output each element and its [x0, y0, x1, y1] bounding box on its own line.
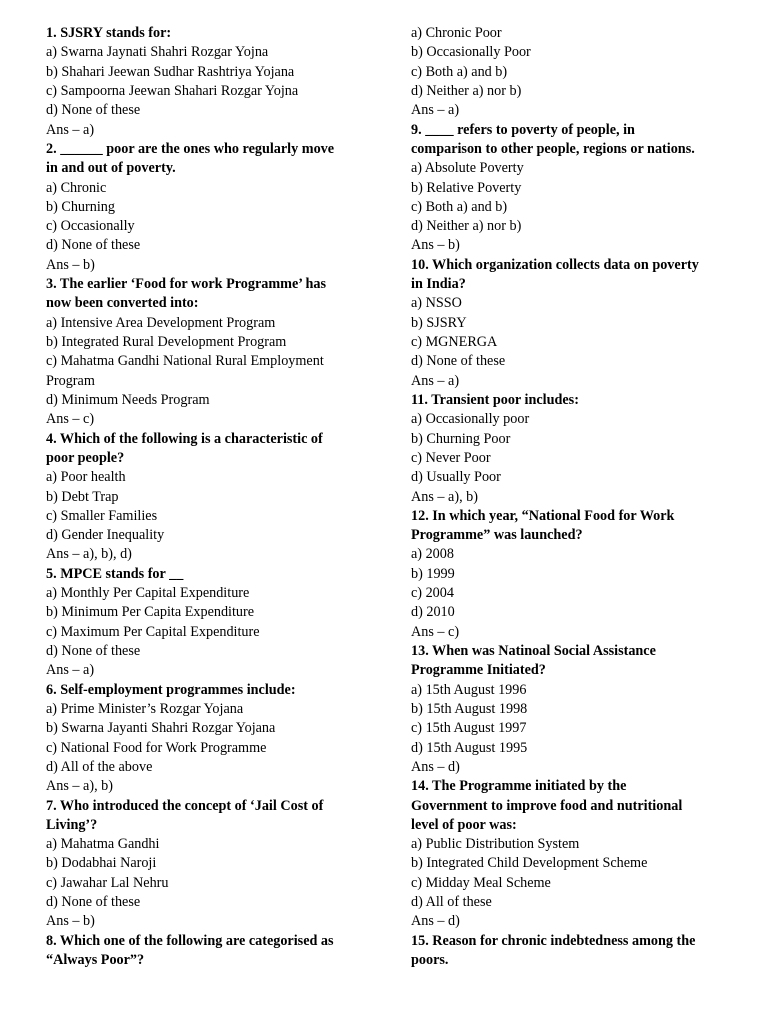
answer-option: b) Dodabhai Naroji [46, 855, 157, 872]
answer-key: Ans – a) [411, 102, 460, 119]
answer-key: Ans – d) [411, 758, 460, 775]
answer-option: c) Occasionally [46, 218, 135, 235]
answer-key: Ans – b) [46, 256, 95, 273]
answer-option: a) 15th August 1996 [411, 681, 527, 698]
answer-option: a) NSSO [411, 295, 462, 312]
answer-key: Ans – d) [411, 913, 460, 930]
answer-option: d) None of these [411, 353, 506, 370]
question-text: 13. When was Natinoal Social Assistance [411, 643, 656, 659]
answer-option: c) Midday Meal Scheme [411, 874, 551, 891]
question-text: now been converted into: [46, 295, 199, 312]
question-text: Living’? [46, 816, 98, 833]
answer-option: d) Minimum Needs Program [46, 391, 210, 408]
answer-option: b) Swarna Jayanti Shahri Rozgar Yojana [46, 720, 276, 737]
question-text: 4. Which of the following is a characteristic of [46, 430, 323, 447]
question-text: poors. [411, 952, 449, 968]
answer-option: c) Never Poor [411, 449, 491, 466]
question-text: comparison to other people, regions or nations. [411, 140, 695, 157]
answer-option: d) Gender Inequality [46, 527, 165, 544]
answer-option: c) National Food for Work Programme [46, 739, 267, 756]
answer-option: c) Both a) and b) [411, 198, 508, 215]
answer-key: Ans – b) [411, 237, 460, 254]
answer-option: b) 15th August 1998 [411, 700, 528, 717]
answer-option: Program [46, 372, 95, 389]
answer-option: d) None of these [46, 237, 141, 254]
question-text: level of poor was: [411, 816, 517, 833]
answer-option: c) MGNERGA [411, 334, 498, 350]
answer-option: b) Minimum Per Capita Expenditure [46, 604, 255, 621]
answer-option: b) Relative Poverty [411, 179, 522, 196]
answer-option: a) Absolute Poverty [411, 160, 524, 177]
answer-option: d) Usually Poor [411, 469, 501, 486]
answer-key: Ans – a) [411, 372, 460, 389]
answer-key: Ans – a), b) [411, 488, 478, 505]
answer-option: b) Churning Poor [411, 430, 511, 447]
answer-key: Ans – c) [46, 411, 95, 428]
question-text: “Always Poor”? [46, 952, 145, 968]
question-text: 1. SJSRY stands for: [46, 25, 172, 41]
right-column [411, 24, 737, 970]
question-text: in and out of poverty. [46, 160, 176, 177]
answer-key: Ans – a), b) [46, 778, 113, 795]
answer-option: d) Neither a) nor b) [411, 218, 522, 235]
answer-option: b) SJSRY [411, 314, 467, 331]
left-column [46, 24, 368, 970]
answer-option: b) 1999 [411, 565, 455, 582]
answer-option: d) None of these [46, 102, 141, 119]
question-text: poor people? [46, 449, 125, 466]
answer-option: c) 15th August 1997 [411, 720, 527, 737]
answer-option: a) Prime Minister’s Rozgar Yojana [46, 700, 244, 717]
answer-option: b) Shahari Jeewan Sudhar Rashtriya Yojana [46, 63, 295, 80]
answer-option: c) Mahatma Gandhi National Rural Employment [46, 353, 324, 370]
question-text: 8. Which one of the following are categorised as [46, 932, 334, 949]
answer-option: b) Integrated Rural Development Program [46, 334, 287, 350]
question-text: 2. ______ poor are the ones who regularly move [46, 140, 335, 157]
answer-option: d) 2010 [411, 604, 455, 621]
question-text: 10. Which organization collects data on poverty [411, 256, 699, 273]
answer-option: c) Maximum Per Capital Expenditure [46, 623, 260, 640]
question-text: 12. In which year, “National Food for Work [411, 507, 675, 524]
question-text: 6. Self-employment programmes include: [46, 681, 296, 698]
answer-option: a) Poor health [46, 469, 126, 486]
answer-option: d) None of these [46, 643, 141, 659]
answer-key: Ans – a) [46, 121, 95, 138]
answer-option: d) All of the above [46, 758, 153, 775]
answer-option: c) Sampoorna Jeewan Shahari Rozgar Yojna [46, 82, 299, 99]
answer-option: c) 2004 [411, 585, 454, 602]
answer-option: a) Chronic Poor [411, 25, 502, 41]
answer-option: a) Occasionally poor [411, 411, 530, 428]
question-text: 9. ____ refers to poverty of people, in [411, 121, 635, 138]
answer-option: a) Monthly Per Capital Expenditure [46, 585, 250, 602]
question-text: Government to improve food and nutritional [411, 797, 683, 814]
question-text: 15. Reason for chronic indebtedness among the [411, 932, 696, 949]
question-text: in India? [411, 276, 466, 293]
answer-option: d) 15th August 1995 [411, 739, 528, 756]
answer-option: d) All of these [411, 894, 492, 911]
answer-option: b) Integrated Child Development Scheme [411, 855, 648, 872]
answer-option: a) 2008 [411, 546, 454, 563]
question-text: 11. Transient poor includes: [411, 391, 579, 408]
question-text: 3. The earlier ‘Food for work Programme’ has [46, 276, 327, 293]
answer-key: Ans – b) [46, 913, 95, 930]
question-text: 14. The Programme initiated by the [411, 778, 627, 795]
answer-option: a) Public Distribution System [411, 836, 580, 853]
question-text: Programme Initiated? [411, 662, 546, 679]
answer-option: a) Mahatma Gandhi [46, 836, 160, 853]
answer-option: a) Intensive Area Development Program [46, 314, 276, 331]
answer-option: b) Churning [46, 198, 115, 215]
question-text: 5. MPCE stands for __ [46, 565, 184, 582]
answer-option: d) Neither a) nor b) [411, 82, 522, 99]
answer-option: c) Jawahar Lal Nehru [46, 874, 169, 891]
document-page [0, 24, 768, 1014]
question-text: 7. Who introduced the concept of ‘Jail Cost of [46, 797, 324, 814]
answer-option: c) Smaller Families [46, 507, 158, 524]
answer-option: b) Occasionally Poor [411, 44, 531, 61]
answer-option: a) Chronic [46, 179, 107, 196]
answer-key: Ans – a), b), d) [46, 546, 132, 563]
question-text: Programme” was launched? [411, 527, 583, 544]
answer-option: c) Both a) and b) [411, 63, 508, 80]
answer-option: b) Debt Trap [46, 488, 119, 505]
answer-key: Ans – c) [411, 623, 460, 640]
answer-key: Ans – a) [46, 662, 95, 679]
answer-option: d) None of these [46, 894, 141, 911]
answer-option: a) Swarna Jaynati Shahri Rozgar Yojna [46, 44, 269, 61]
